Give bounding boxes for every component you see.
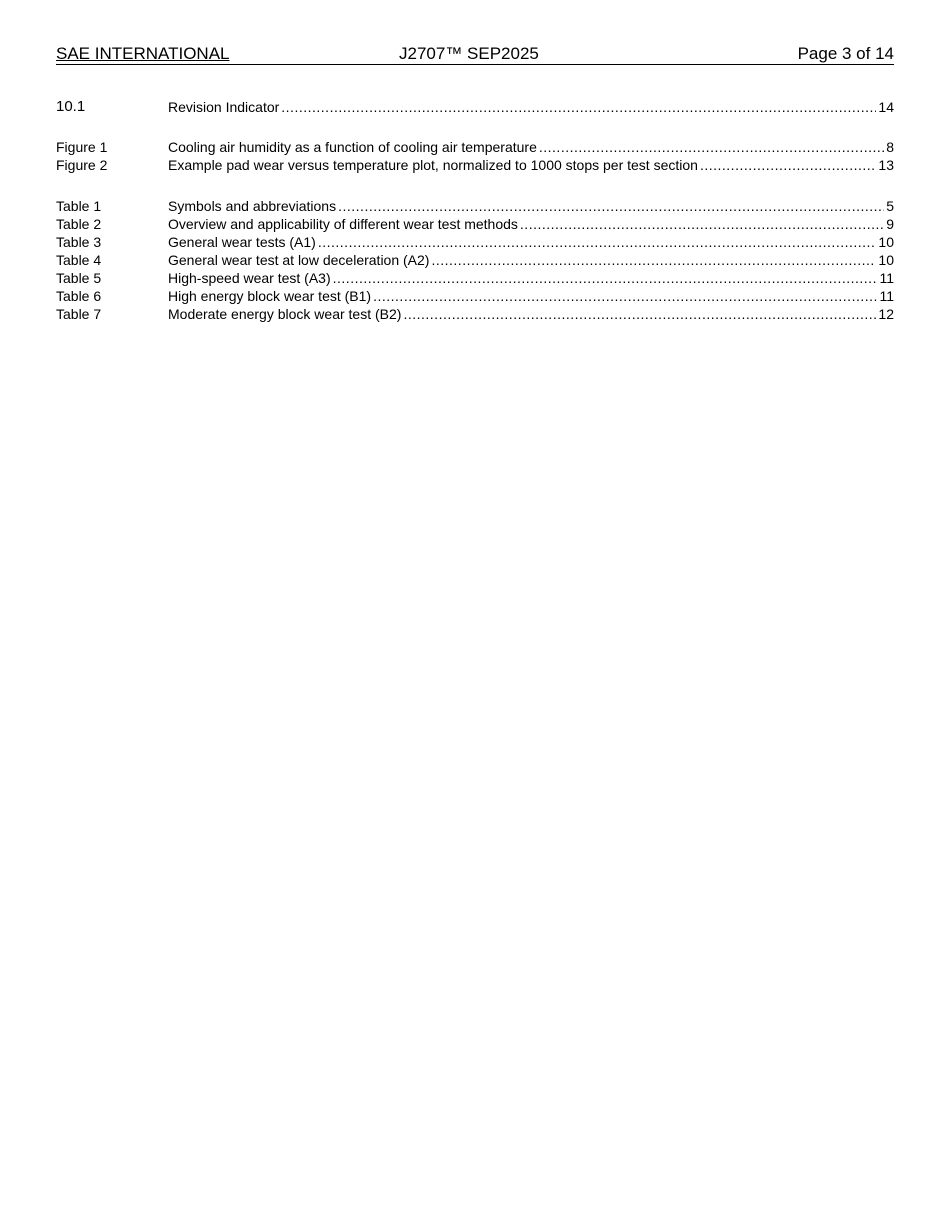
toc-tables bbox=[56, 197, 894, 323]
dot-leader bbox=[431, 251, 876, 269]
toc-title: Cooling air humidity as a function of cooling air temperature bbox=[168, 139, 537, 155]
dot-leader bbox=[281, 98, 876, 116]
toc-label: Table 3 bbox=[56, 234, 102, 250]
toc-title: General wear test at low deceleration (A2) bbox=[168, 252, 430, 268]
dot-leader bbox=[403, 305, 876, 323]
toc-row[interactable] bbox=[56, 287, 894, 305]
toc-row[interactable] bbox=[56, 138, 894, 156]
toc-row[interactable] bbox=[56, 305, 894, 323]
toc-page-number: 11 bbox=[879, 288, 894, 304]
toc-label: 10.1 bbox=[56, 98, 86, 115]
header-page-number: Page 3 of 14 bbox=[797, 44, 894, 63]
toc-title: Example pad wear versus temperature plot, normalized to 1000 stops per test section bbox=[168, 157, 698, 173]
toc-page-number: 5 bbox=[886, 198, 894, 214]
dot-leader bbox=[318, 233, 877, 251]
dot-leader bbox=[373, 287, 877, 305]
toc-row[interactable] bbox=[56, 98, 894, 116]
toc-title: Moderate energy block wear test (B2) bbox=[168, 306, 402, 322]
toc-page-number: 13 bbox=[878, 157, 894, 173]
header-document-id: J2707™ SEP2025 bbox=[399, 44, 539, 63]
toc-page-number: 14 bbox=[878, 99, 894, 115]
toc-page-number: 12 bbox=[878, 306, 894, 322]
toc-row[interactable] bbox=[56, 197, 894, 215]
toc-label: Table 2 bbox=[56, 216, 102, 232]
toc-label: Table 7 bbox=[56, 306, 102, 322]
toc-page-number: 9 bbox=[886, 216, 894, 232]
toc-title: High energy block wear test (B1) bbox=[168, 288, 372, 304]
toc-row[interactable] bbox=[56, 156, 894, 174]
toc-row[interactable] bbox=[56, 233, 894, 251]
toc-label: Figure 1 bbox=[56, 139, 108, 155]
toc-label: Table 4 bbox=[56, 252, 102, 268]
dot-leader bbox=[333, 269, 878, 287]
toc-label: Figure 2 bbox=[56, 157, 108, 173]
toc-title: General wear tests (A1) bbox=[168, 234, 316, 250]
dot-leader bbox=[539, 138, 884, 156]
dot-leader bbox=[520, 215, 884, 233]
toc-row[interactable] bbox=[56, 251, 894, 269]
toc-label: Table 1 bbox=[56, 198, 102, 214]
header-publisher: SAE INTERNATIONAL bbox=[56, 44, 230, 63]
toc-figures bbox=[56, 138, 894, 174]
toc-page-number: 10 bbox=[878, 252, 894, 268]
toc-sections bbox=[56, 98, 894, 116]
toc-title: Symbols and abbreviations bbox=[168, 198, 337, 214]
toc-page-number: 11 bbox=[879, 270, 894, 286]
toc-label: Table 5 bbox=[56, 270, 102, 286]
toc-title: Revision Indicator bbox=[168, 99, 280, 115]
toc-row[interactable] bbox=[56, 269, 894, 287]
toc-label: Table 6 bbox=[56, 288, 102, 304]
toc-page-number: 10 bbox=[878, 234, 894, 250]
toc-title: High-speed wear test (A3) bbox=[168, 270, 331, 286]
toc-page-number: 8 bbox=[886, 139, 894, 155]
page-header bbox=[56, 44, 894, 65]
dot-leader bbox=[338, 197, 884, 215]
toc-row[interactable] bbox=[56, 215, 894, 233]
dot-leader bbox=[700, 156, 876, 174]
toc-title: Overview and applicability of different wear test methods bbox=[168, 216, 518, 232]
